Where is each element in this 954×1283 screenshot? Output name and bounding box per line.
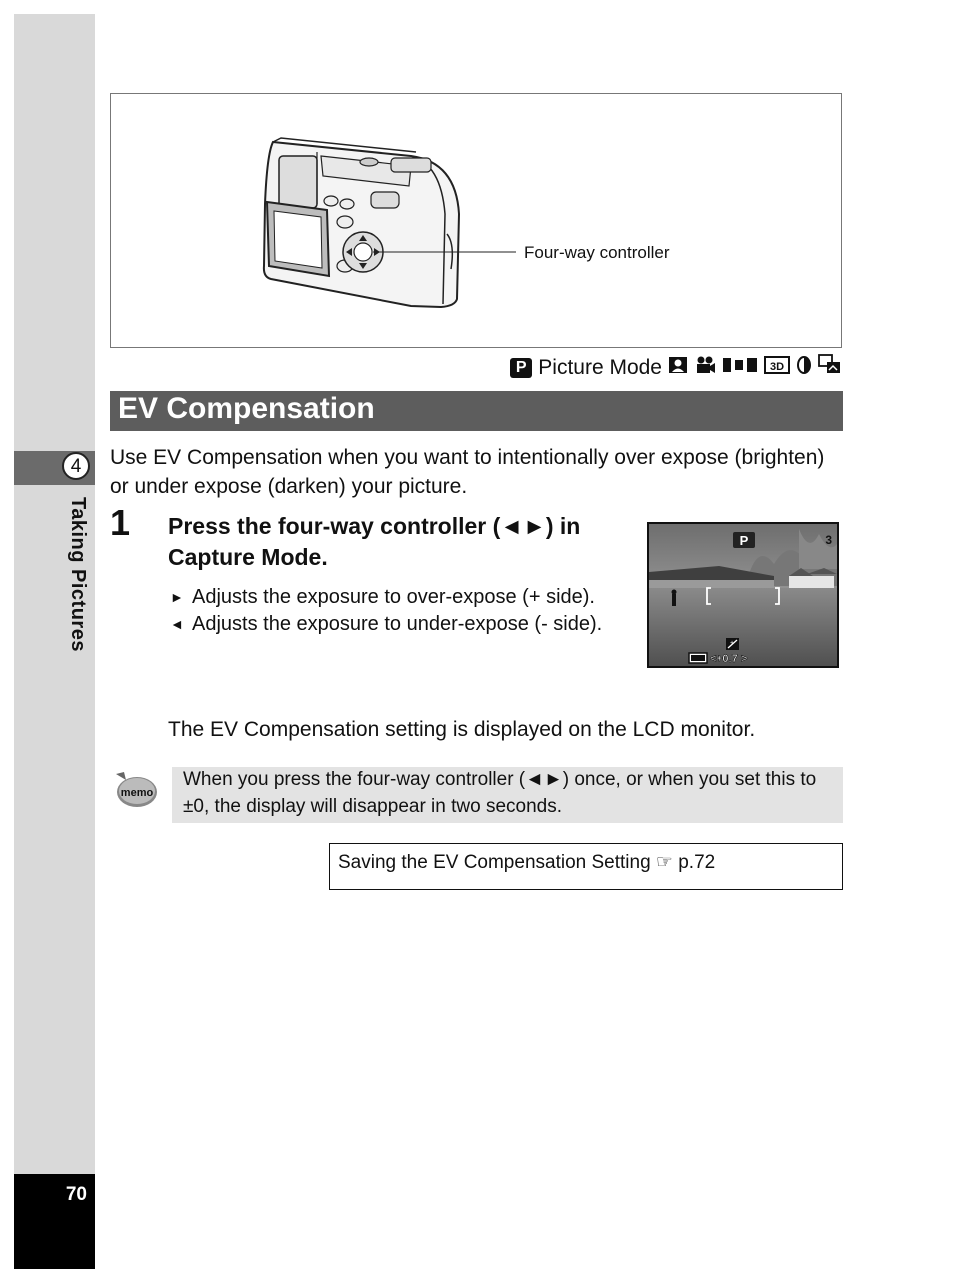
right-arrow-icon: ► bbox=[170, 589, 184, 605]
intro-text: Use EV Compensation when you want to intentionally over expose (brighten) or under expose (darken) your picture. bbox=[110, 446, 825, 498]
bullet-under-expose bbox=[170, 611, 610, 638]
bullet-text: Adjusts the exposure to under-expose (- side). bbox=[192, 613, 603, 635]
multi-exposure-icon bbox=[818, 354, 842, 381]
lcd-note: The EV Compensation setting is displayed on the LCD monitor. bbox=[168, 718, 756, 741]
camera-illustration bbox=[111, 94, 843, 349]
camera-figure bbox=[110, 93, 842, 348]
four-way-controller-label: Four-way controller bbox=[524, 243, 670, 262]
step-bullets bbox=[170, 584, 610, 638]
picture-mode-icon: P bbox=[510, 358, 532, 378]
3d-icon bbox=[764, 355, 790, 380]
svg-text:<: < bbox=[710, 653, 717, 665]
chapter-title: Taking Pictures bbox=[67, 497, 89, 652]
left-arrow-icon: ◄ bbox=[170, 616, 184, 632]
bullet-text: Adjusts the exposure to over-expose (+ side). bbox=[192, 586, 595, 608]
lcd-scene-image bbox=[649, 524, 837, 666]
reference-link[interactable]: Saving the EV Compensation Setting ☞ p.72 bbox=[338, 852, 716, 873]
mode-icons bbox=[668, 354, 842, 381]
chapter-number: 4 bbox=[62, 452, 90, 480]
svg-text:3D: 3D bbox=[769, 361, 785, 373]
bullet-over-expose bbox=[170, 584, 610, 611]
svg-text:+0.7: +0.7 bbox=[716, 653, 738, 665]
mode-label: Picture Mode bbox=[538, 355, 662, 379]
memo-text: When you press the four-way controller (◄►) once, or when you set this to ±0, the display will disappear in two seconds. bbox=[183, 769, 817, 817]
page-number: 70 bbox=[65, 1184, 87, 1205]
digital-filter-icon bbox=[796, 355, 812, 380]
step-number: 1 bbox=[110, 502, 131, 543]
lcd-preview bbox=[647, 522, 839, 668]
step-title: Press the four-way controller (◄►) in Capture Mode. bbox=[168, 513, 581, 570]
svg-text:P: P bbox=[739, 533, 749, 548]
section-title: EV Compensation bbox=[118, 392, 375, 425]
svg-text:+: + bbox=[730, 640, 735, 647]
svg-text:3: 3 bbox=[825, 533, 832, 547]
panorama-icon bbox=[722, 355, 758, 380]
mode-line bbox=[510, 354, 842, 381]
svg-text:>: > bbox=[741, 653, 748, 665]
portrait-icon bbox=[668, 355, 688, 380]
movie-icon bbox=[694, 355, 716, 380]
svg-text:memo: memo bbox=[120, 787, 154, 799]
memo-icon bbox=[110, 770, 160, 817]
